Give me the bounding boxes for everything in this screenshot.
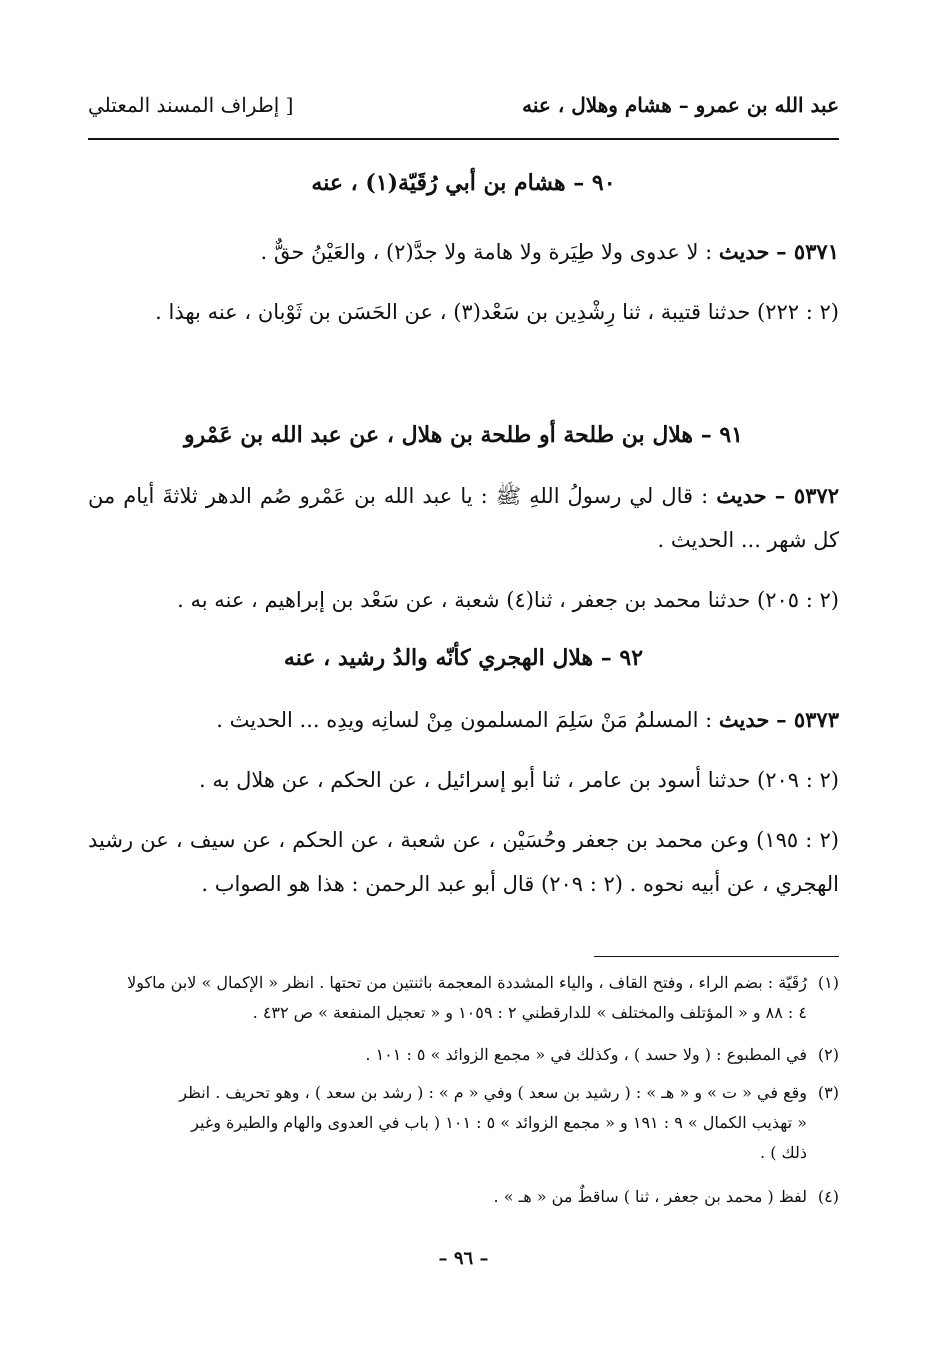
section-heading: ٩٢ – هلال الهجري كأنّه والدُ رشيد ، عنه: [283, 645, 644, 671]
isnad-chain: (٢ : ١٩٥) وعن محمد بن جعفر وحُسَيْن ، عن شعبة ، عن الحكم ، عن سيف ، عن رشيد الهجري ، عن أبيه نحوه . (٢ : ٢٠٩) قال أبو عبد الرحمن : هذا هو الصواب .: [88, 828, 839, 896]
header-book-title: [ إطراف المسند المعتلي: [88, 93, 294, 117]
footnote: [88, 1040, 839, 1070]
hadith-entry: [88, 230, 839, 274]
footnote-text: « تهذيب الكمال » ٩ : ١٩١ و « مجمع الزوائد » ٥ : ١٠١ ( باب في العدوى والهام والطيرة وغير: [191, 1113, 807, 1132]
footnote-text: ذلك ) .: [760, 1143, 807, 1162]
footnote-mark: (٣): [817, 1083, 839, 1102]
hadith-number: ٥٣٧٢ –: [774, 483, 839, 508]
hadith-text: : لا عدوى ولا طِيَرة ولا هامة ولا جدَّ(٢) ، والعَيْنُ حقٌّ .: [260, 240, 713, 264]
footnote-rule: [594, 956, 839, 957]
header-section-title: عبد الله بن عمرو – هشام وهلال ، عنه: [522, 93, 839, 117]
hadith-text: : قال لي رسولُ اللهِ ﷺ : يا عبد الله بن عَمْرو صُم الدهر ثلاثةَ أيام من كل شهر ... الحديث .: [88, 484, 839, 552]
running-header: [88, 93, 839, 135]
hadith-entry: [88, 474, 839, 562]
page: [88, 0, 839, 1371]
hadith-keyword: حديث: [716, 483, 767, 508]
hadith-number: ٥٣٧٣ –: [776, 707, 839, 732]
section-heading: ٩١ – هلال بن طلحة أو طلحة بن هلال ، عن عبد الله بن عَمْرو: [183, 422, 743, 448]
footnote-text: وقع في « ت » و « هـ » : ( رشيد بن سعد ) وفي « م » : ( رشد بن سعد ) ، وهو تحريف . انظر: [179, 1083, 807, 1102]
footnote: [88, 1078, 839, 1168]
footnote-text: رُقَيّة : بضم الراء ، وفتح القاف ، والياء المشددة المعجمة باثنتين من تحتها . انظر « الإكمال » لابن ماكولا: [127, 973, 807, 992]
header-rule: [88, 138, 839, 140]
hadith-number: ٥٣٧١ –: [776, 239, 839, 264]
footnote: [88, 968, 839, 1028]
footnote: [88, 1182, 839, 1212]
page-number: – ٩٦ –: [438, 1248, 489, 1269]
footnote-mark: (٢): [817, 1045, 839, 1064]
footnote-mark: (٤): [817, 1187, 839, 1206]
hadith-keyword: حديث: [718, 707, 770, 732]
footnote-text: ٤ : ٨٨ و « المؤتلف والمختلف » للدارقطني ٢ : ١٠٥٩ و « تعجيل المنفعة » ص ٤٣٢ .: [252, 1003, 807, 1022]
hadith-entry: [88, 698, 839, 742]
hadith-text: : المسلمُ مَنْ سَلِمَ المسلمون مِنْ لسانِه ويدِه ... الحديث .: [216, 708, 713, 732]
hadith-keyword: حديث: [718, 239, 770, 264]
footnote-text: لفظ ( محمد بن جعفر ، ثنا ) ساقطٌ من « هـ » .: [493, 1187, 807, 1206]
isnad-chain: (٢ : ٢٠٥) حدثنا محمد بن جعفر ، ثنا(٤) شعبة ، عن سَعْد بن إبراهيم ، عنه به .: [177, 588, 839, 612]
footnote-text: في المطبوع : ( ولا حسد ) ، وكذلك في « مجمع الزوائد » ٥ : ١٠١ .: [365, 1045, 807, 1064]
isnad-chain: (٢ : ٢٢٢) حدثنا قتيبة ، ثنا رِشْدِين بن سَعْد(٣) ، عن الحَسَن بن ثَوْبان ، عنه بهذا .: [155, 300, 839, 324]
footnote-mark: (١): [817, 973, 839, 992]
section-heading: ٩٠ – هشام بن أبي رُقَيّة(١) ، عنه: [311, 170, 616, 196]
isnad-chain: (٢ : ٢٠٩) حدثنا أسود بن عامر ، ثنا أبو إسرائيل ، عن الحكم ، عن هلال به .: [199, 768, 839, 792]
